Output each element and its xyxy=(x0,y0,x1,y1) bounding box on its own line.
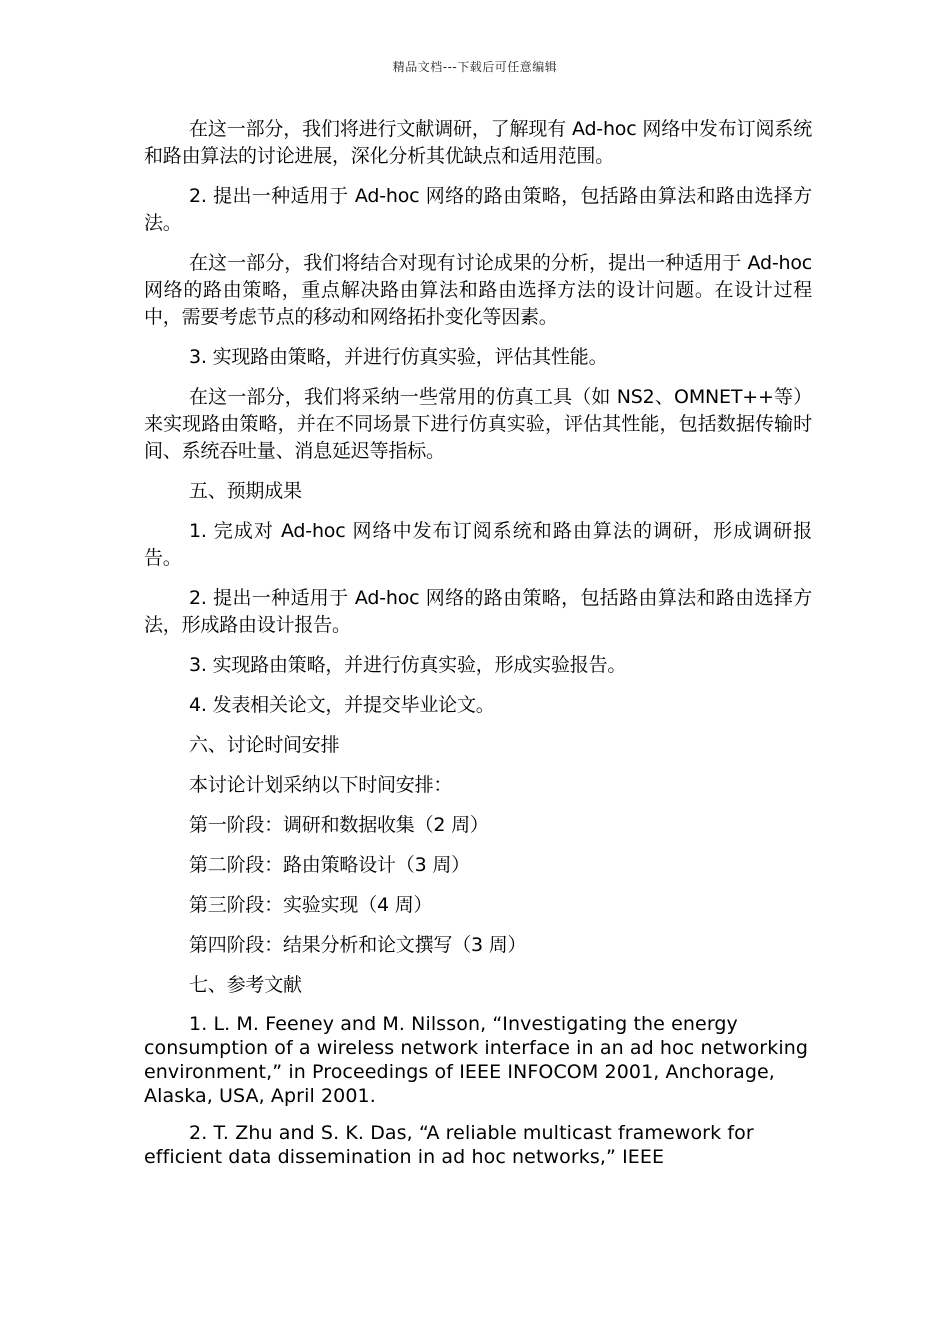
section-heading-schedule: 六、讨论时间安排 xyxy=(189,734,340,756)
expected-result-2: 2. 提出一种适用于 Ad-hoc 网络的路由策略，包括路由算法和路由选择方法，形成路由设计报告。 xyxy=(144,587,812,636)
section-heading-references: 七、参考文献 xyxy=(189,974,302,996)
paragraph-simulation: 在这一部分，我们将采纳一些常用的仿真工具（如 NS2、OMNET++等）来实现路由策略，并在不同场景下进行仿真实验，评估其性能，包括数据传输时间、系统吞吐量、消息延迟等指标。 xyxy=(144,386,812,462)
schedule-phase-2: 第二阶段：路由策略设计（3 周） xyxy=(189,854,470,876)
schedule-intro: 本讨论计划采纳以下时间安排： xyxy=(189,774,453,796)
paragraph-goal-3: 3. 实现路由策略，并进行仿真实验，评估其性能。 xyxy=(189,346,608,368)
schedule-phase-4: 第四阶段：结果分析和论文撰写（3 周） xyxy=(189,934,527,956)
page-header: 精品文档---下载后可任意编辑 xyxy=(392,60,558,74)
section-heading-expected-results: 五、预期成果 xyxy=(189,480,302,502)
expected-result-1: 1. 完成对 Ad-hoc 网络中发布订阅系统和路由算法的调研，形成调研报告。 xyxy=(144,520,812,569)
schedule-phase-3: 第三阶段：实验实现（4 周） xyxy=(189,894,433,916)
paragraph-routing-strategy-design: 在这一部分，我们将结合对现有讨论成果的分析，提出一种适用于 Ad-hoc 网络的路由策略，重点解决路由算法和路由选择方法的设计问题。在设计过程中，需要考虑节点的移动和网络拓扑变化等因素。 xyxy=(144,252,812,328)
paragraph-goal-2: 2. 提出一种适用于 Ad-hoc 网络的路由策略，包括路由算法和路由选择方法。 xyxy=(144,185,812,234)
reference-2: 2. T. Zhu and S. K. Das, “A reliable multicast framework for efficient data dissemination in ad hoc networks,” IEEE xyxy=(144,1122,754,1168)
expected-result-3: 3. 实现路由策略，并进行仿真实验，形成实验报告。 xyxy=(189,654,627,676)
expected-result-4: 4. 发表相关论文，并提交毕业论文。 xyxy=(189,694,495,716)
paragraph-literature-review: 在这一部分，我们将进行文献调研，了解现有 Ad-hoc 网络中发布订阅系统和路由算法的讨论进展，深化分析其优缺点和适用范围。 xyxy=(144,118,812,167)
reference-1: 1. L. M. Feeney and M. Nilsson, “Investigating the energy consumption of a wireless network interface in an ad hoc networking environment,” in Proceedings of IEEE INFOCOM 2001, Anchorage, Alaska, USA, April 2001. xyxy=(144,1013,808,1107)
schedule-phase-1: 第一阶段：调研和数据收集（2 周） xyxy=(189,814,489,836)
document-body xyxy=(144,116,812,1182)
